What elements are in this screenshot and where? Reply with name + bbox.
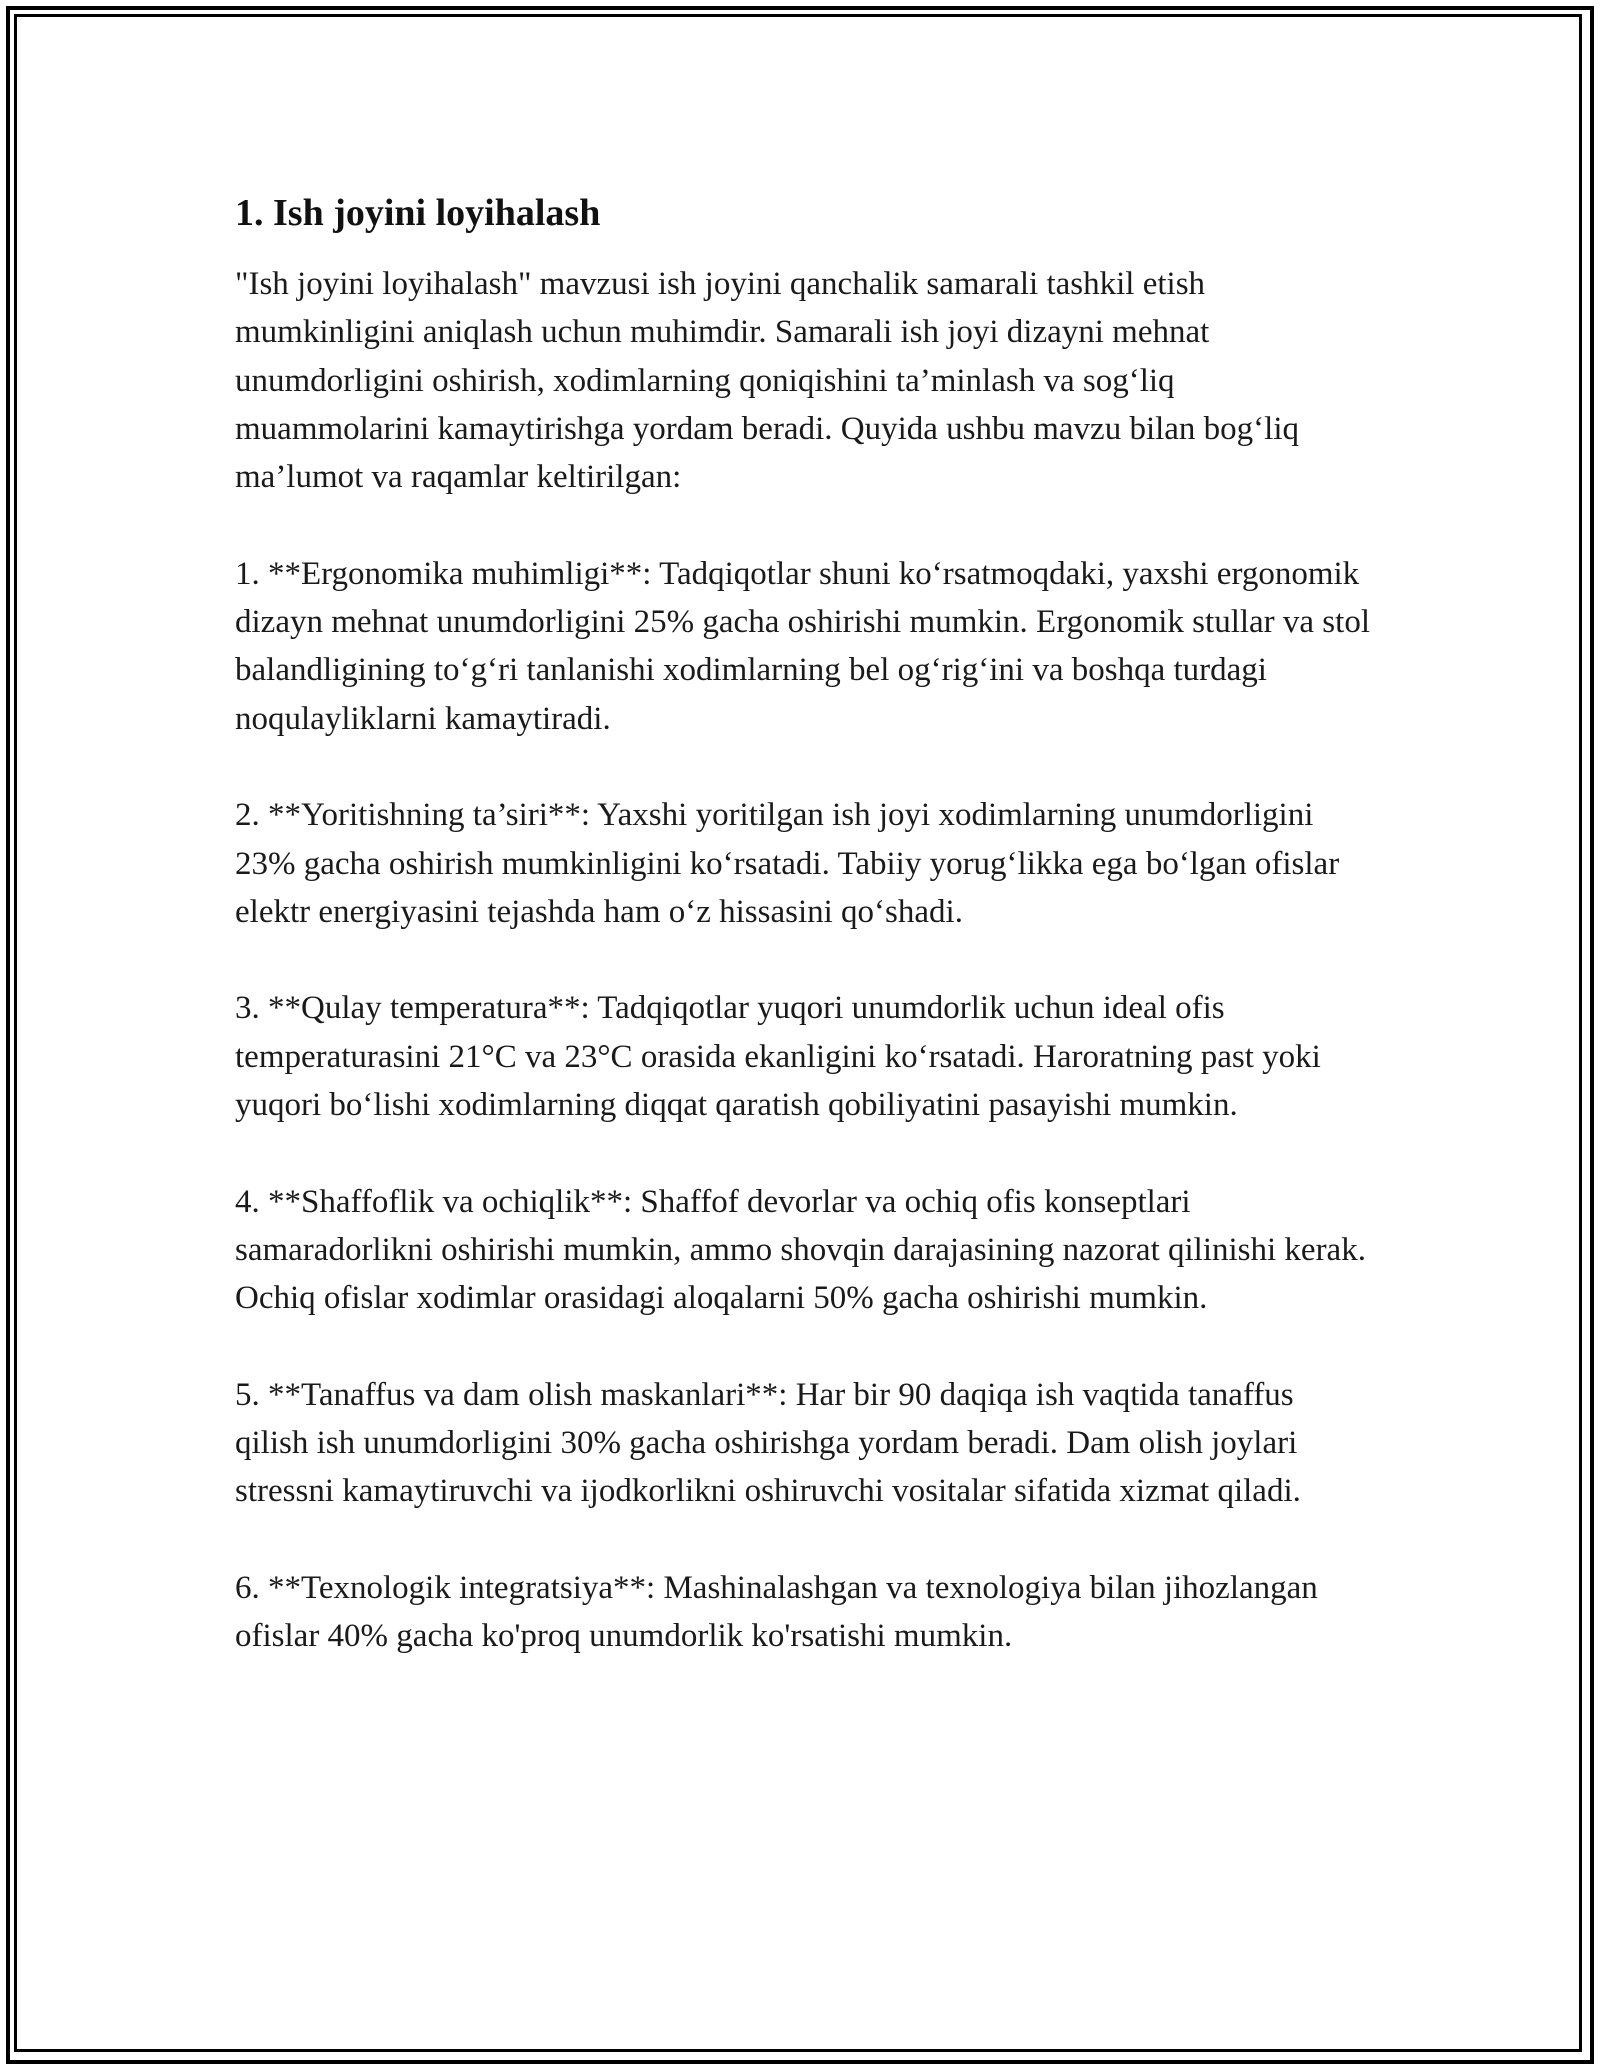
point-ergonomics: 1. **Ergonomika muhimligi**: Tadqiqotlar shuni ko‘rsatmoqdaki, yaxshi ergonomik dizayn mehnat unumdorligini 25% gacha oshirishi mumkin. Ergonomik stullar va stol balandligining to‘g‘ri tanlanishi xodimlarning bel og‘rig‘ini va boshqa turdagi noqulayliklarni kamaytiradi. bbox=[235, 555, 1370, 737]
document-body bbox=[235, 188, 1375, 1661]
section-heading: 1. Ish joyini loyihalash bbox=[235, 192, 601, 234]
point-transparency: 4. **Shaffoflik va ochiqlik**: Shaffof devorlar va ochiq ofis konseptlari samaradorlikni oshirishi mumkin, ammo shovqin darajasining nazorat qilinishi kerak. Ochiq ofislar xodimlar orasidagi aloqalarni 50% gacha oshirishi mumkin. bbox=[235, 1183, 1366, 1317]
point-temperature: 3. **Qulay temperatura**: Tadqiqotlar yuqori unumdorlik uchun ideal ofis temperaturasini 21°C va 23°C orasida ekanligini ko‘rsatadi. Haroratning past yoki yuqori bo‘lishi xodimlarning diqqat qaratish qobiliyatini pasayishi mumkin. bbox=[235, 990, 1321, 1124]
intro-paragraph: "Ish joyini loyihalash" mavzusi ish joyini qanchalik samarali tashkil etish mumkinligini aniqlash uchun muhimdir. Samarali ish joyi dizayni mehnat unumdorligini oshirish, xodimlarning qoniqishini ta’minlash va sog‘liq muammolarini kamaytirishga yordam beradi. Quyida ushbu mavzu bilan bog‘liq ma’lumot va raqamlar keltirilgan: bbox=[235, 266, 1300, 496]
point-breaks: 5. **Tanaffus va dam olish maskanlari**: Har bir 90 daqiqa ish vaqtida tanaffus qilish ish unumdorligini 30% gacha oshirishga yordam beradi. Dam olish joylari stressni kamaytiruvchi va ijodkorlikni oshiruvchi vositalar sifatida xizmat qiladi. bbox=[235, 1376, 1301, 1510]
point-lighting: 2. **Yoritishning ta’siri**: Yaxshi yoritilgan ish joyi xodimlarning unumdorligini 23% gacha oshirish mumkinligini ko‘rsatadi. Tabiiy yorug‘likka ega bo‘lgan ofislar elektr energiyasini tejashda ham o‘z hissasini qo‘shadi. bbox=[235, 797, 1340, 930]
point-technology: 6. **Texnologik integratsiya**: Mashinalashgan va texnologiya bilan jihozlangan ofislar 40% gacha ko'proq unumdorlik ko'rsatishi mumkin. bbox=[235, 1570, 1318, 1655]
